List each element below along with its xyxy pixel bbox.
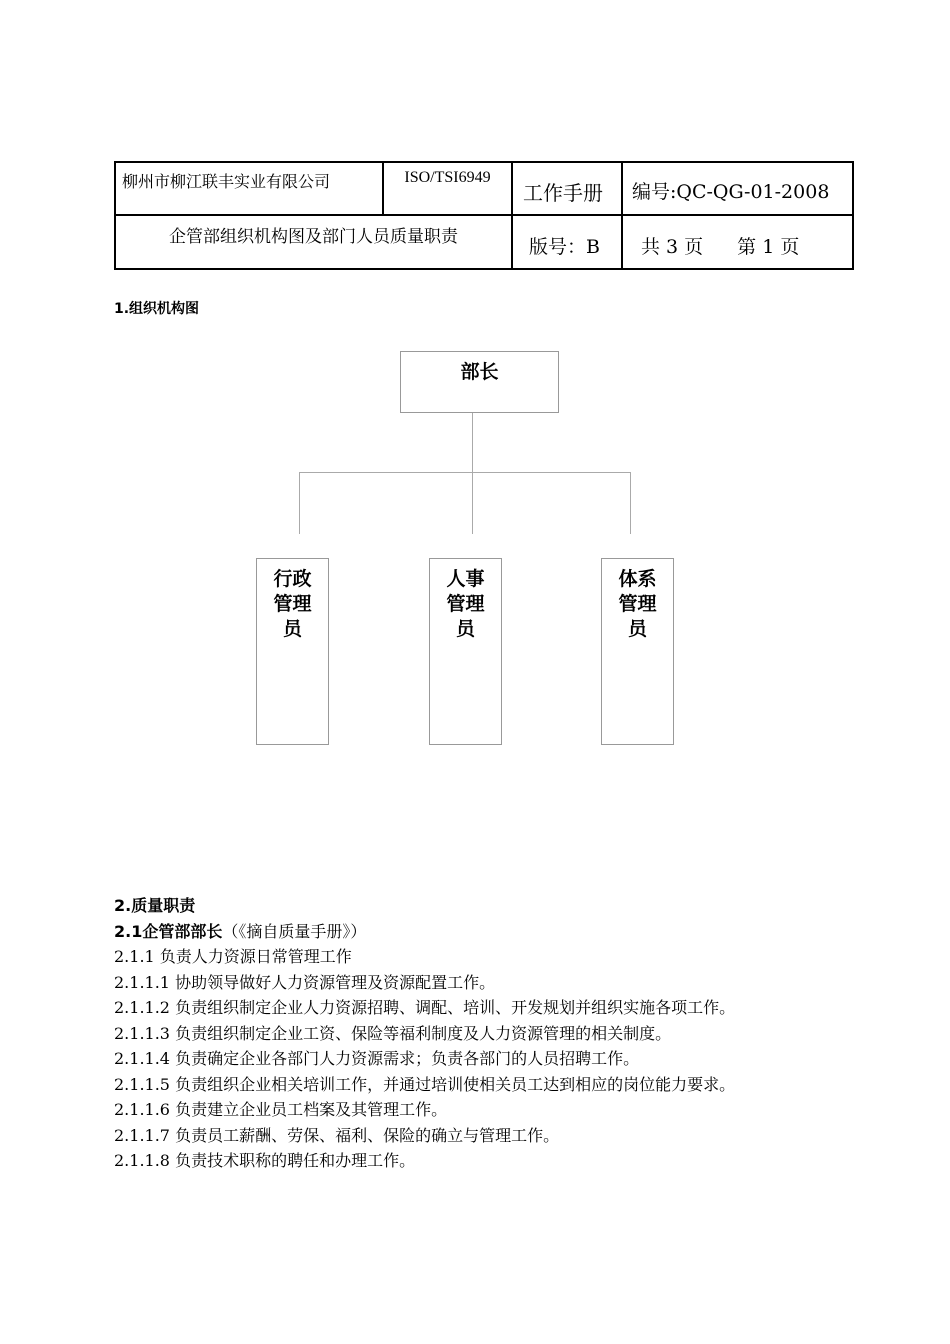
section-heading-org-chart: 1.组织机构图 bbox=[114, 301, 200, 317]
org-box-director bbox=[400, 351, 559, 413]
subsection-note: （《摘自质量手册》） bbox=[222, 921, 367, 941]
org-box-system-line1: 体系 bbox=[618, 568, 657, 590]
responsibility-item: 2.1.1.3 负责组织制定企业工资、保险等福利制度及人力资源管理的相关制度。 bbox=[114, 1023, 672, 1043]
total-pages: 共 3 页 bbox=[641, 236, 704, 258]
section-heading-responsibilities: 2.质量职责 bbox=[114, 896, 196, 915]
org-box-hr-line3: 员 bbox=[455, 618, 475, 640]
org-box-system bbox=[601, 558, 674, 745]
responsibility-item: 2.1.1.7 负责员工薪酬、劳保、福利、保险的确立与管理工作。 bbox=[114, 1125, 560, 1145]
connector-vertical-top bbox=[472, 413, 473, 472]
document-code: 编号:QC-QG-01-2008 bbox=[622, 162, 853, 215]
responsibility-item: 2.1.1.5 负责组织企业相关培训工作，并通过培训使相关员工达到相应的岗位能力要求。 bbox=[114, 1074, 736, 1094]
page-info bbox=[622, 215, 853, 269]
manual-label: 工作手册 bbox=[512, 162, 622, 215]
org-box-hr bbox=[429, 558, 502, 745]
subsection-heading bbox=[114, 919, 844, 945]
connector-drop-left bbox=[299, 472, 300, 534]
responsibility-item: 2.1.1 负责人力资源日常管理工作 bbox=[114, 947, 352, 966]
company-name: 柳州市柳江联丰实业有限公司 bbox=[115, 162, 383, 215]
connector-horizontal bbox=[299, 472, 631, 473]
responsibility-item: 2.1.1.6 负责建立企业员工档案及其管理工作。 bbox=[114, 1100, 448, 1119]
version-label: 版号：B bbox=[512, 215, 622, 269]
org-box-director-label: 部长 bbox=[460, 361, 499, 383]
org-box-admin-line3: 员 bbox=[282, 618, 302, 640]
document-title: 企管部组织机构图及部门人员质量职责 bbox=[115, 215, 512, 269]
responsibility-item: 2.1.1.8 负责技术职称的聘任和办理工作。 bbox=[114, 1151, 416, 1170]
org-box-system-line2: 管理 bbox=[618, 593, 657, 615]
standard-code: ISO/TSI6949 bbox=[383, 162, 512, 215]
connector-drop-middle bbox=[472, 472, 473, 534]
org-box-admin-line1: 行政 bbox=[273, 568, 312, 590]
org-box-system-line3: 员 bbox=[627, 618, 647, 640]
header-table bbox=[114, 161, 854, 270]
org-box-admin-line2: 管理 bbox=[273, 593, 312, 615]
org-box-hr-line2: 管理 bbox=[446, 593, 485, 615]
current-page: 第 1 页 bbox=[737, 236, 800, 258]
responsibility-item: 2.1.1.1 协助领导做好人力资源管理及资源配置工作。 bbox=[114, 972, 496, 992]
connector-drop-right bbox=[630, 472, 631, 534]
org-box-hr-line1: 人事 bbox=[446, 568, 485, 590]
org-box-admin bbox=[256, 558, 329, 745]
quality-responsibilities bbox=[114, 893, 844, 1174]
responsibility-item: 2.1.1.4 负责确定企业各部门人力资源需求；负责各部门的人员招聘工作。 bbox=[114, 1049, 640, 1068]
responsibility-item: 2.1.1.2 负责组织制定企业人力资源招聘、调配、培训、开发规划并组织实施各项工作。 bbox=[114, 998, 736, 1017]
subsection-title: 2.1企管部部长 bbox=[114, 921, 223, 941]
